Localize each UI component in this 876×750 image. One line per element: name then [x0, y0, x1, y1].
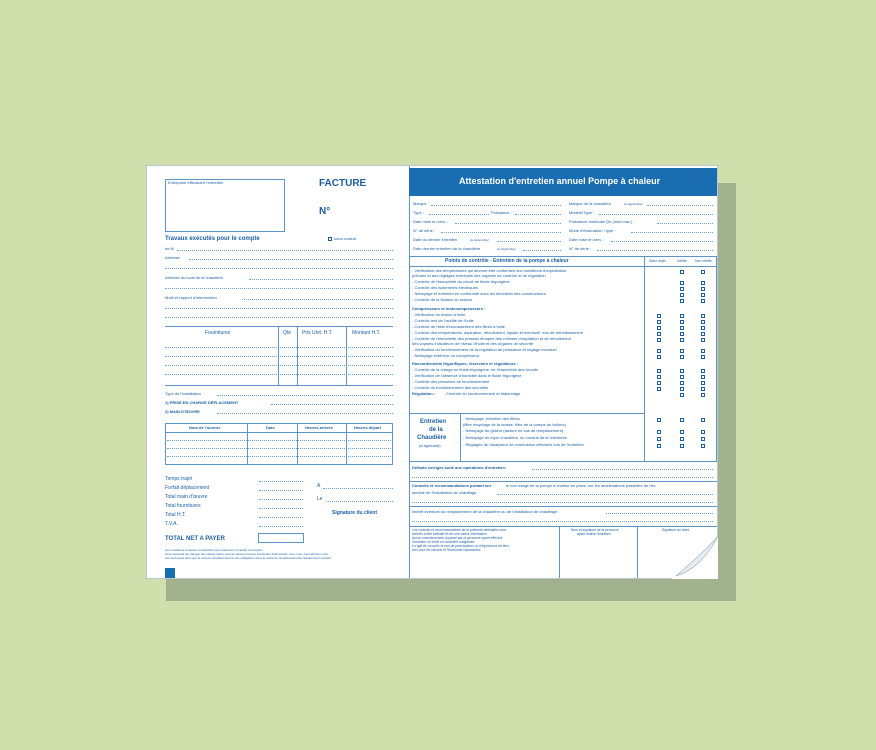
checkpoint-item: - Contrôle de l'étanchéité des presses étoupes des robinets d'aspiration et de refoulement — [412, 336, 571, 341]
reason-line[interactable] — [242, 299, 393, 300]
total-vat: T.V.A. — [165, 521, 178, 527]
boiler-block-title-3: Chaudière — [417, 435, 447, 441]
defects-line[interactable] — [532, 469, 713, 470]
checkpoint-checkbox[interactable] — [680, 287, 684, 291]
labour-row[interactable] — [167, 456, 391, 457]
attestation-title: Attestation d'entretien annuel Pompe à chaleur — [459, 176, 661, 186]
supplies-row[interactable] — [165, 347, 393, 348]
checkpoint-checkbox[interactable] — [701, 326, 705, 330]
boiler-brand-label: Marque de la chaudière — [569, 201, 612, 206]
heatpump-brand-line[interactable] — [431, 205, 561, 206]
boiler-block-title-1: Entretien — [420, 419, 447, 425]
technician-sign-1: Nom et signature de la personne — [571, 528, 619, 532]
total-travel-time: Temps trajet — [165, 476, 193, 482]
boiler-exhaust-line[interactable] — [631, 232, 713, 233]
defects-sep — [409, 481, 717, 482]
last-service-line[interactable] — [497, 241, 561, 242]
heatpump-serial-line[interactable] — [441, 232, 561, 233]
checkpoint-checkbox[interactable] — [701, 270, 705, 274]
works-label: Travaux exécutés pour le compte — [165, 236, 260, 242]
advice-sep — [409, 506, 717, 507]
checkpoint-checkbox[interactable] — [680, 314, 684, 318]
supplies-row[interactable] — [165, 365, 393, 366]
boiler-model-label: Modèle/Type : — [569, 210, 595, 215]
address-line-2[interactable] — [165, 268, 393, 269]
bottom-note-2: donnés à titre indicatif et ont une valeur informative. — [412, 532, 488, 536]
total-ht-line[interactable] — [259, 517, 303, 518]
checkpoint-checkbox[interactable] — [680, 270, 684, 274]
checkpoint-checkbox[interactable] — [680, 299, 684, 303]
boiler-item: - Réglages de l'analyseur de combustion effectués lors de l'entretien — [463, 442, 584, 447]
regulation-text: Contrôle du fonctionnement et étalonnage — [446, 391, 521, 396]
heatpump-type-label: Type : — [413, 210, 424, 215]
heatpump-brand-label: Marque : — [413, 201, 429, 206]
labour-col-sep-1 — [247, 423, 248, 465]
heatpump-power-line[interactable] — [515, 214, 561, 215]
checkpoint-checkbox[interactable] — [657, 375, 661, 379]
checkpoint-item: - Contrôle des pressions de fonctionnement — [412, 379, 490, 384]
total-labour: Total main d'œuvre — [165, 494, 208, 500]
checkpoint-checkbox[interactable] — [680, 326, 684, 330]
total-travel-flat-line[interactable] — [259, 490, 303, 491]
bottom-note-3: Aucun investissement proposé par la personne ayant effectué — [412, 536, 503, 540]
labour-label: 2) MAIN D'ŒUVRE — [165, 409, 200, 414]
checkpoint-item: - Contrôle de la fixation du moteur — [412, 297, 473, 302]
boiler-serial-label: N° de série : — [569, 246, 592, 251]
checkpoint-checkbox[interactable] — [701, 293, 705, 297]
checkpoint-checkbox[interactable] — [701, 444, 705, 448]
footnote-2: Si la nécessité de changer des pièces autres que les pièces prévues d'entretien était avérée, nous vous soumettrions notre — [165, 552, 329, 556]
checkpoint-checkbox[interactable] — [657, 381, 661, 385]
replacement-line[interactable] — [606, 513, 713, 514]
checkpoint-checkbox[interactable] — [680, 349, 684, 353]
boiler-item: - Nettoyage du foyer chaudière, du conduit de la cheminée — [463, 435, 567, 440]
checkpoint-checkbox[interactable] — [701, 281, 705, 285]
boiler-service-date-label: Date mise en serv. : — [569, 237, 605, 242]
bottom-col-sep-1 — [559, 526, 560, 578]
company-box — [165, 179, 285, 232]
bottom-note-4: l'entretien ne revêt un caractère obligatoire. — [412, 540, 476, 544]
total-vat-line[interactable] — [259, 526, 303, 527]
replacement-label: Intérêt éventuel du remplacement de la chaudière ou de l'installation de chauffage : — [412, 509, 560, 514]
checkpoint-checkbox[interactable] — [680, 418, 684, 422]
labour-row[interactable] — [167, 448, 391, 449]
labour-col-sep-2 — [297, 423, 298, 465]
checkpoint-checkbox[interactable] — [680, 387, 684, 391]
net-total-box[interactable] — [258, 533, 304, 543]
heatpump-power-label: Puissance : — [491, 210, 512, 215]
supplies-row[interactable] — [165, 374, 393, 375]
checkpoint-checkbox[interactable] — [701, 437, 705, 441]
checkpoint-checkbox[interactable] — [701, 349, 705, 353]
checkpoint-checkbox[interactable] — [657, 332, 661, 336]
boiler-block-sep — [409, 413, 644, 414]
boiler-block-note: (si applicable) — [419, 444, 441, 448]
company-box-label: Entreprise effectuant l'entretien — [168, 180, 224, 185]
checkpoint-checkbox[interactable] — [680, 355, 684, 359]
checkpoint-item: des voyants indicateurs de niveau d'huile et des organes de sécurité — [412, 341, 534, 346]
checkpoint-checkbox[interactable] — [701, 355, 705, 359]
checkpoint-checkbox[interactable] — [680, 430, 684, 434]
boiler-last-service-label: Date dernier entretien de la chaudière — [413, 246, 481, 251]
net-total-label: TOTAL NET A PAYER — [165, 536, 225, 542]
boiler-item: (filtre recyclage de la crasse, filtre de la pompe du brûleur) — [463, 422, 567, 427]
boiler-brand-line[interactable] — [647, 205, 713, 206]
checkpoint-checkbox[interactable] — [701, 375, 705, 379]
supplies-header-qty: Qté — [283, 330, 292, 336]
labour-col-sep-3 — [346, 423, 347, 465]
checkpoint-checkbox[interactable] — [680, 369, 684, 373]
total-labour-line[interactable] — [259, 499, 303, 500]
page-curl-icon — [672, 536, 718, 579]
labour-header-departure: Heures départ — [354, 425, 381, 430]
checkpoint-checkbox[interactable] — [657, 387, 661, 391]
compressor-title: Compresseurs et motocompresseurs : — [412, 306, 486, 311]
reason-line-2[interactable] — [165, 308, 393, 309]
bottom-note-6: ceci pour les raisons et l'économie importantes. — [412, 548, 482, 552]
boiler-power-line[interactable] — [657, 223, 713, 224]
install-type-line[interactable] — [217, 395, 393, 396]
regulation-label: Régulation : — [412, 391, 436, 396]
checkpoint-item: - Contrôle de l'étanchéité du circuit de fluide frigorigène — [412, 279, 510, 284]
checkpoint-checkbox[interactable] — [657, 320, 661, 324]
checkpoint-checkbox[interactable] — [701, 393, 705, 397]
place-line[interactable] — [323, 488, 393, 489]
boiler-address-line-2[interactable] — [165, 288, 393, 289]
col-header-unchecked: Non vérifié — [695, 259, 712, 263]
heatpump-type-line[interactable] — [429, 214, 489, 215]
heatpump-serial-label: N° de série : — [413, 228, 436, 233]
replacement-line-2[interactable] — [412, 521, 713, 522]
piping-title: Raccordements frigorifiques, réservoirs et régulateurs : — [412, 361, 519, 366]
checkpoint-checkbox[interactable] — [701, 430, 705, 434]
labour-header-date: Date — [266, 425, 275, 430]
labour-header-worker: Nom de l'ouvrier — [189, 425, 221, 430]
invoice-attestation-form — [146, 165, 718, 579]
of-line[interactable] — [177, 250, 393, 251]
total-ht: Total H.T. — [165, 512, 186, 518]
checkpoint-checkbox[interactable] — [701, 387, 705, 391]
checkpoint-item: - Contrôle des isolements électriques — [412, 285, 478, 290]
checkpoint-checkbox[interactable] — [680, 320, 684, 324]
reason-line-3[interactable] — [165, 317, 393, 318]
checkpoint-checkbox[interactable] — [680, 375, 684, 379]
boiler-last-service-note: (si disponible) — [497, 247, 516, 251]
heatpump-service-date-line[interactable] — [455, 223, 561, 224]
checkpoint-checkbox[interactable] — [680, 381, 684, 385]
supplies-header-amount: Montant H.T. — [352, 330, 381, 336]
checkpoint-checkbox[interactable] — [701, 381, 705, 385]
heatpump-service-date-label: Date mise en serv. : — [413, 219, 449, 224]
checkpoint-item: - Contrôle du fonctionnement des sécurités — [412, 385, 489, 390]
travel-label: 1) PRISE EN CHARGE DÉPLACEMENT — [165, 400, 239, 405]
last-service-label: Date du dernier entretien — [413, 237, 458, 242]
bottom-note-1: Les conseils et recommandations de la présente attestation sont — [412, 528, 507, 532]
advice-text: le bon usage de la pompe à chaleur en place, sur les améliorations possibles de l'en- — [506, 483, 657, 488]
supplies-row[interactable] — [165, 356, 393, 357]
checkpoint-checkbox[interactable] — [701, 287, 705, 291]
checkpoint-checkbox[interactable] — [680, 332, 684, 336]
client-sign: Signature du client — [662, 528, 690, 532]
checkpoint-checkbox[interactable] — [680, 393, 684, 397]
boiler-model-line[interactable] — [599, 214, 713, 215]
checkpoint-item: - Contrôle test de l'acidité de l'huile — [412, 318, 474, 323]
checkpoint-item: - Nettoyage et entretien en conformité avec les directives des constructeurs — [412, 291, 546, 296]
col-header-checked: Vérifié — [677, 259, 687, 263]
checkpoint-checkbox[interactable] — [657, 349, 661, 353]
total-supplies-line[interactable] — [259, 508, 303, 509]
invoice-number-label: N° — [319, 206, 331, 217]
technician-sign-2: ayant réalisé l'entretien — [577, 532, 611, 536]
checkpoint-checkbox[interactable] — [657, 437, 661, 441]
date-label: Le — [317, 496, 323, 502]
checkpoint-checkbox[interactable] — [680, 444, 684, 448]
checkpoint-checkbox[interactable] — [657, 326, 661, 330]
labour-header-sep — [165, 432, 393, 433]
place-label: A — [317, 483, 321, 489]
replacement-sep — [409, 526, 717, 527]
labour-row[interactable] — [167, 440, 391, 441]
defects-label: Défauts corrigés suite aux opérations d'entretien : — [412, 465, 508, 470]
boiler-serial-line[interactable] — [597, 250, 713, 251]
install-type-label: Type de l'installation — [165, 391, 201, 396]
boiler-power-label: Puissance nominale Qn (mini-max.) : — [569, 219, 635, 224]
advice-line-2[interactable] — [412, 502, 713, 503]
checkpoint-checkbox[interactable] — [701, 320, 705, 324]
checkpoint-checkbox[interactable] — [680, 293, 684, 297]
defects-line-2[interactable] — [412, 477, 713, 478]
contract-label: sous contrat — [334, 236, 356, 241]
checkpoint-item: - Contrôle de l'état d'encrassement des filtres à huile — [412, 324, 505, 329]
last-service-note: (si disponible) — [470, 238, 489, 242]
total-travel-flat: Forfait déplacement — [165, 485, 210, 491]
of-label: de M — [165, 246, 174, 251]
advice-text-2: semble de l'installation de chauffage : — [412, 490, 479, 495]
checkpoint-checkbox[interactable] — [657, 314, 661, 318]
checkpoint-checkbox[interactable] — [657, 444, 661, 448]
checkpoint-item: - Nettoyage extérieur du compresseur — [412, 353, 480, 358]
checkpoint-checkbox[interactable] — [657, 418, 661, 422]
checkpoint-checkbox[interactable] — [701, 418, 705, 422]
bottom-col-sep-2 — [637, 526, 638, 578]
total-travel-time-line[interactable] — [259, 481, 303, 482]
supplies-header-unit-price: Prix Unit. H.T. — [302, 330, 333, 336]
checkpoint-checkbox[interactable] — [680, 437, 684, 441]
advice-line[interactable] — [497, 494, 713, 495]
checkpoint-checkbox[interactable] — [657, 369, 661, 373]
boiler-exhaust-label: Mode d'évacuation / type : — [569, 228, 616, 233]
checkpoint-checkbox[interactable] — [657, 338, 661, 342]
boiler-address-line[interactable] — [249, 279, 393, 280]
labour-header-arrival: Heures arrivée — [305, 425, 333, 430]
checkpoint-checkbox[interactable] — [701, 369, 705, 373]
checkpoint-checkbox[interactable] — [657, 430, 661, 434]
corner-mark — [165, 568, 175, 578]
checkpoints-title: Points de contrôle - Entretien de la pompe à chaleur — [445, 258, 569, 264]
date-line[interactable] — [326, 501, 393, 502]
labour-line[interactable] — [217, 413, 393, 414]
boiler-item: - Nettoyage, entretien des filtres — [463, 416, 520, 421]
checkpoint-checkbox[interactable] — [701, 314, 705, 318]
advice-label: Conseils et recommandations portant sur — [412, 483, 492, 488]
checkpoint-checkbox[interactable] — [701, 299, 705, 303]
checkpoint-item: - Contrôle des températures, aspiration, refoulement, liquide et éventuell. eau de refroidissement — [412, 330, 583, 335]
checkpoint-item: - Vérification de l'absence d'humidité dans le fluide frigorigène — [412, 373, 522, 378]
attestation-banner — [409, 168, 717, 196]
boiler-service-date-line[interactable] — [611, 241, 713, 242]
travel-line[interactable] — [271, 404, 393, 405]
bottom-note-5: Il s'agit de conseils et non de prescriptions ou d'injonctions de tiers — [412, 544, 510, 548]
checkpoint-checkbox[interactable] — [701, 332, 705, 336]
checkpoint-checkbox[interactable] — [680, 281, 684, 285]
boiler-block-title-sep — [460, 413, 461, 462]
checkpoint-checkbox[interactable] — [657, 355, 661, 359]
boiler-block-title-2: de la — [429, 427, 443, 433]
total-supplies: Total fournitures — [165, 503, 201, 509]
address-line[interactable] — [189, 259, 393, 260]
footnote-1: Les conditions ci-dessus s'entendent pour paiement comptant à réception. — [165, 548, 264, 552]
checkpoints-col-sep — [644, 256, 645, 462]
supplies-header-item: Fournitures — [205, 330, 231, 336]
checkpoints-header-sep — [409, 266, 717, 267]
checkpoint-item: - Contrôle de la charge en fluide frigorigène, de l'étanchéité des circuits — [412, 367, 538, 372]
boiler-brand-note: (si applicable) — [624, 202, 643, 206]
boiler-last-service-line[interactable] — [523, 250, 561, 251]
boiler-item: - Nettoyage du gicleur (facturé en cas de remplacement) — [463, 428, 564, 433]
col-header-na: Sans objet — [649, 259, 666, 263]
checkpoint-checkbox[interactable] — [701, 338, 705, 342]
checkpoint-item: prévues et aux réglages éventuels des organes de contrôle et de régulation — [412, 273, 546, 278]
footnote-3: avis technique ainsi que le coût du remplacement et vos obligations dans le cadre du remplacement de l'équipement complet. — [165, 556, 332, 560]
checkpoint-item: - Vérification du fonctionnement de la régulation de puissance et réglage éventuel — [412, 347, 557, 352]
invoice-title: FACTURE — [319, 178, 367, 189]
checkpoint-item: - Vérification des températures qui devront être conformes aux conditions d'exploitation — [412, 268, 567, 273]
reason-label: Motif et rapport d'intervention — [165, 295, 217, 300]
client-signature-label: Signature du client — [332, 510, 378, 516]
boiler-address-label: Adresse du local de la chaudière — [165, 275, 224, 280]
checkpoint-checkbox[interactable] — [680, 338, 684, 342]
checkpoint-item: - Vérification du niveau d'huile — [412, 312, 466, 317]
contract-checkbox[interactable] — [328, 237, 332, 241]
address-label: Adresse — [165, 255, 180, 260]
